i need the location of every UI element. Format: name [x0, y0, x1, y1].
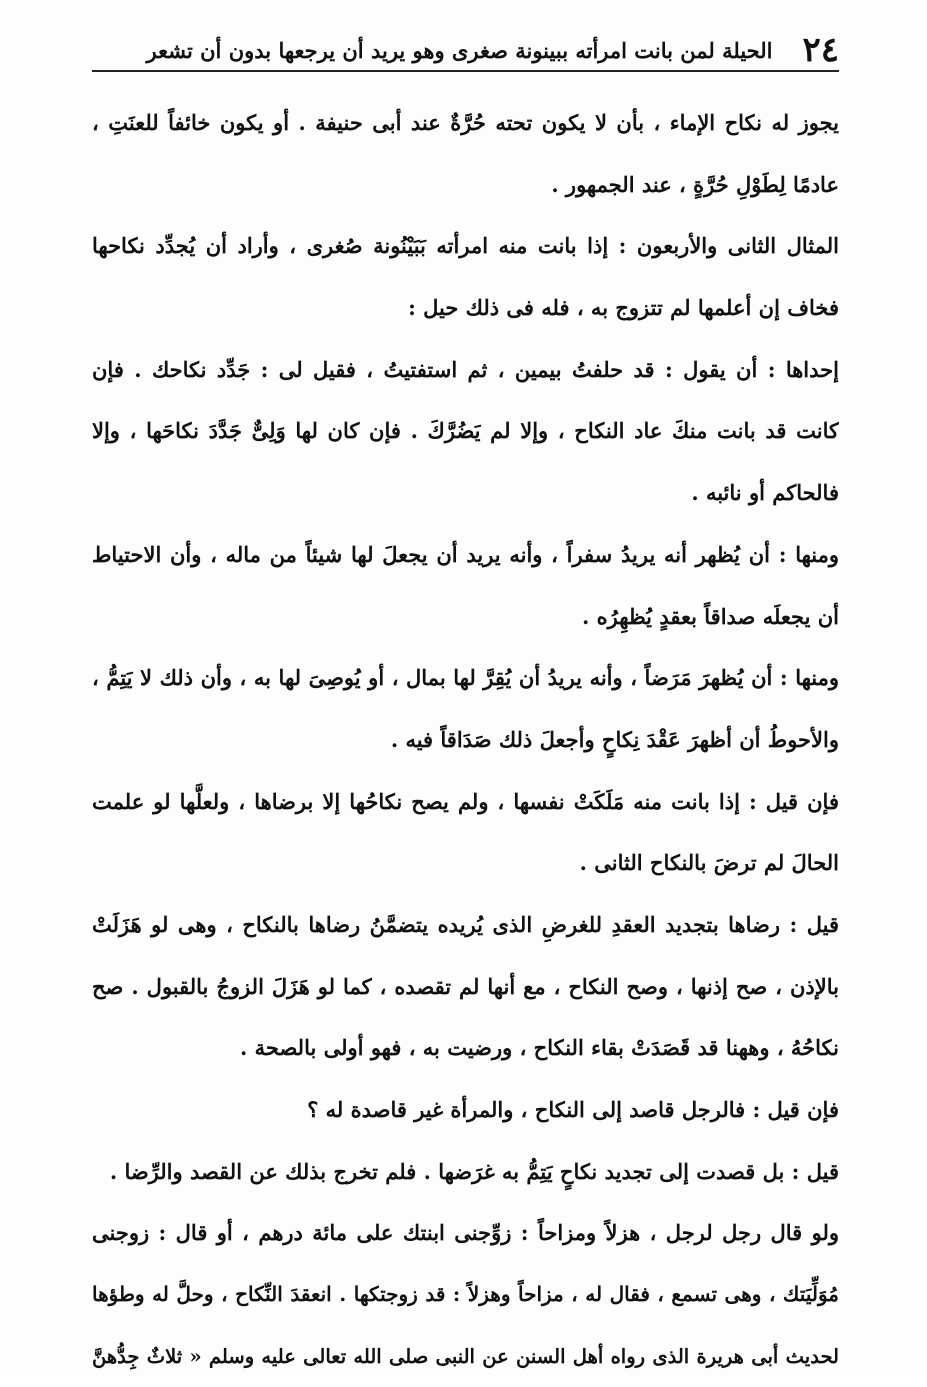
text-line: عادمًا لِطَوْلِ حُرَّةٍ ، عند الجمهور . [551, 171, 839, 197]
running-title: الحيلة لمن بانت امرأته ببينونة صغرى وهو يريد أن يرجعها بدون أن تشعر [146, 37, 773, 63]
text-line: بالإذن ، صح إذنها ، وصح النكاح ، مع أنها لم تقصده ، كما لو هَزَلَ الزوجُ بالقبول . صح [92, 973, 839, 999]
text-line: الحالَ لم ترضَ بالنكاح الثانى . [579, 850, 839, 876]
text-line: ومنها : أن يُظهرَ مَرَضاً ، وأنه يريدُ أن يُقِرَّ لها بمال ، أو يُوصِىَ لها به ، وأن ذلك لا يَتِمُّ ، [92, 665, 839, 691]
text-line: والأحوطُ أن أظهرَ عَقْدَ نِكاحٍ وأجعلَ ذلك صَدَاقاً فيه . [390, 726, 839, 752]
text-line: المثال الثانى والأربعون : إذا بانت منه امرأته بَبَيْنُونة صُغرى ، وأراد أن يُجدِّد نكاحها [92, 233, 839, 259]
text-line: فإن قيل : فالرجل قاصد إلى النكاح ، والمرأة غير قاصدة له ؟ [307, 1097, 839, 1122]
text-line: أن يجعلَه صداقاً بعقدٍ يُظهِرُه . [582, 603, 839, 629]
text-line: كانت قد بانت منكَ عاد النكاح ، وإلا لم يَضُرَّكَ . فإن كان لها وَلِىٌّ جَدَّدَ نكاحَها ، وإلا [92, 418, 839, 444]
text-line: ولو قال رجل لرجل ، هزلاً ومزاحاً : زوِّجنى ابنتك على مائة درهم ، أو قال : زوجنى [92, 1220, 839, 1246]
text-line: مُوَلِّيَتك ، وهى تسمع ، فقال له ، مزاحاً وهزلاً : قد زوجتكها . انعقدَ النِّكاح ، وحلَّ له وطؤها [92, 1282, 839, 1307]
text-line: فإن قيل : إذا بانت منه مَلَكَتْ نفسها ، ولم يصح نكاحُها إلا برضاها ، ولعلَّها لو علمت [92, 788, 839, 814]
text-line: فالحاكم أو نائبه . [691, 480, 839, 506]
text-line: قيل : رضاها بتجديد العقدِ للغرضِ الذى يُريده يتضمَّنُ رضاها بالنكاح ، وهى لو هَزَلَتْ [92, 911, 839, 937]
text-line: نكاحُهُ ، وههنا قد قَصَدَتْ بقاء النكاح ، ورضيت به ، فهو أولى بالصحة . [240, 1035, 839, 1061]
text-line: قيل : بل قصدت إلى تجديد نكاحٍ يَتِمُّ به غرَضها . فلم تخرج بذلك عن القصد والرِّضا . [109, 1158, 839, 1184]
text-line: إحداها : أن يقول : قد حلفتُ بيمين ، ثم استفتيتُ ، فقيل لى : جَدِّد نكاحك . فإن [92, 356, 839, 382]
page-number: ٢٤ [802, 30, 839, 70]
text-line: ومنها : أن يُظهر أنه يريدُ سفراً ، وأنه يريد أن يجعلَ لها شيئاً من ماله ، وأن الاحتياط [92, 541, 839, 567]
text-line: يجوز له نكاح الإماء ، بأن لا يكون تحته حُرَّةٌ عند أبى حنيفة . أو يكون خائفاً للعنَتِ ، [92, 110, 839, 135]
body-text [92, 92, 839, 1387]
text-line: فخاف إن أعلمها لم تتزوج به ، فله فى ذلك حيل : [408, 295, 839, 321]
text-line: لحديث أبى هريرة الذى رواه أهل السنن عن النبى صلى الله تعالى عليه وسلم « ثلاثٌ جِدُّهنَّ [92, 1344, 839, 1368]
page-header [92, 28, 839, 72]
header-rule [92, 70, 839, 72]
